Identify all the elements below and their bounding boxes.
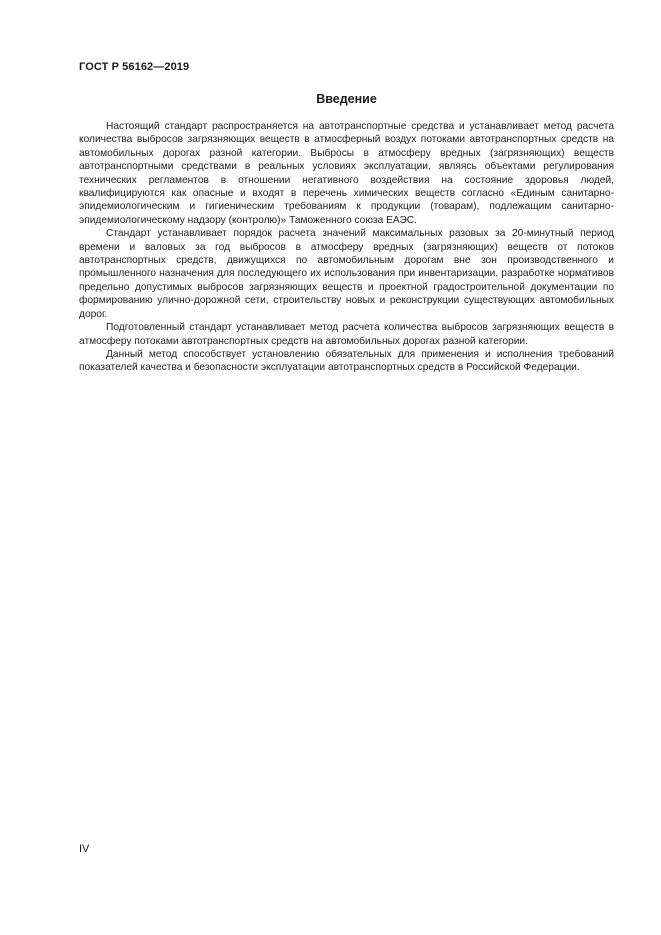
section-title xyxy=(79,92,614,106)
page-number: IV xyxy=(79,843,90,855)
section-title-text: Введение xyxy=(316,92,377,106)
paragraph: Настоящий стандарт распространяется на автотранспортные средства и устанавливает метод расчета количества выбросов загрязняющих веществ в атмосферный воздух потоками автотранспортных средств на автомобильных дорогах разной категории. Выбросы в атмосферу вредных (загрязняющих) веществ автотранспортными средствами в реальных условиях эксплуатации, являясь объектами регулирования технических регламентов в отношении негативного воздействия на состояние здоровья людей, квалифицируются как опасные и входят в перечень химических веществ согласно «Единым санитарно-эпидемиологическим и гигиеническим требованиям к продукции (товарам), подлежащим санитарно-эпидемиологическому надзору (контролю)» Таможенного союза ЕАЭС. xyxy=(79,121,614,226)
document-code: ГОСТ Р 56162—2019 xyxy=(79,61,190,73)
paragraph: Стандарт устанавливает порядок расчета значений максимальных разовых за 20-минутный период времени и валовых за год выбросов в атмосферу вредных (загрязняющих) веществ от потоков автотранспортных средств, движущихся по автомобильным дорогам вне зон производственного и промышленного назначения для последующего их использования при инвентаризации, разработке нормативов предельно допустимых выбросов загрязняющих веществ и проектной градостроительной документации по формированию улично-дорожной сети, строительству новых и реконструкции существующих автомобильных дорог. xyxy=(79,228,614,320)
introduction-body xyxy=(79,120,614,375)
paragraph: Данный метод способствует установлению обязательных для применения и исполнения требований показателей качества и безопасности эксплуатации автотранспортных средств в Российской Федерации. xyxy=(79,348,614,374)
paragraph: Подготовленный стандарт устанавливает метод расчета количества выбросов загрязняющих веществ в атмосферу потоками автотранспортных средств на автомобильных дорогах разной категории. xyxy=(79,322,614,347)
